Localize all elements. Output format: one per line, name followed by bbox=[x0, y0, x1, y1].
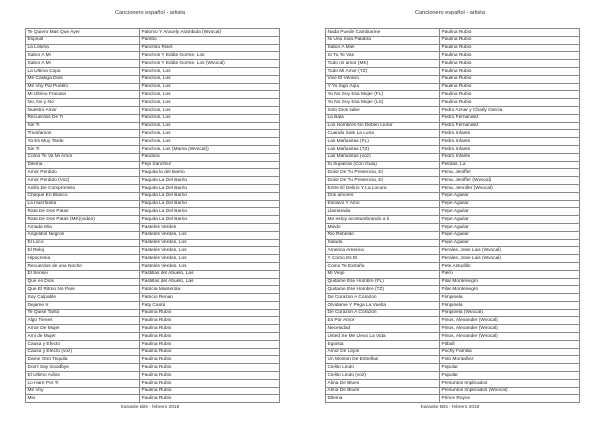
table-row bbox=[26, 153, 280, 161]
song-title-cell: Solo Dios sabe bbox=[326, 106, 440, 114]
table-row bbox=[26, 44, 280, 52]
table-row bbox=[26, 216, 280, 224]
song-title-cell: Si Tu Te Vas bbox=[326, 52, 440, 60]
artist-cell: Paulina Rubio bbox=[440, 99, 580, 107]
song-title-cell: Causa y Efecto bbox=[26, 340, 140, 348]
artist-cell: Patricio Renan bbox=[140, 294, 280, 302]
artist-cell: Pilar Montenegro bbox=[440, 278, 580, 286]
song-title-cell: Cuando Sale La Luna bbox=[326, 130, 440, 138]
song-title-cell: Yo No Soy Esa Mujer (LS) bbox=[326, 99, 440, 107]
artist-cell: Pepe Aguilar bbox=[440, 208, 580, 216]
song-title-cell: Las Mañanitas (voz) bbox=[326, 153, 440, 161]
table-row bbox=[26, 75, 280, 83]
song-title-cell: Dilema bbox=[26, 161, 140, 169]
song-title-cell: La Bala bbox=[326, 114, 440, 122]
page-footer: Karaoke Bits - febrero 2018 bbox=[420, 405, 480, 410]
song-title-cell: La Huerfanita bbox=[26, 200, 140, 208]
artist-cell: Paulina Rubio bbox=[140, 356, 280, 364]
artist-cell: Piero bbox=[440, 270, 580, 278]
song-title-cell: La Ultima Copa bbox=[26, 67, 140, 75]
artist-cell: Pete Astudillo bbox=[440, 262, 580, 270]
song-table bbox=[325, 28, 580, 403]
song-title-cell: Llamarada bbox=[326, 208, 440, 216]
artist-cell: Pedro Infante bbox=[440, 130, 580, 138]
table-row bbox=[26, 83, 280, 91]
artist-cell: Pena, Jeniffer (Wvocal) bbox=[440, 177, 580, 185]
song-title-cell: Me Castiga Dios bbox=[26, 75, 140, 83]
artist-cell: Pepe Aguilar bbox=[440, 200, 580, 208]
table-row bbox=[26, 301, 280, 309]
song-title-cell: Dolor De Tu Presencia, El bbox=[326, 169, 440, 177]
song-title-cell: Me Voy bbox=[26, 387, 140, 395]
artist-cell: Paulina Rubio bbox=[140, 364, 280, 372]
song-title-cell: Me Voy Pal Pueblo bbox=[26, 83, 140, 91]
table-row bbox=[326, 262, 580, 270]
song-title-cell: El Sensei bbox=[26, 270, 140, 278]
song-title-cell: Usted Se Me Llevo La Vida bbox=[326, 333, 440, 341]
artist-cell: Pasteles Verdes, Los bbox=[140, 262, 280, 270]
artist-cell: Presuntos Implicados bbox=[440, 379, 580, 387]
artist-cell: Pelotas, La bbox=[440, 161, 580, 169]
table-row bbox=[326, 44, 580, 52]
table-row bbox=[326, 153, 580, 161]
song-title-cell: Quitame Ese Hombre (FL) bbox=[326, 278, 440, 286]
table-row bbox=[26, 255, 280, 263]
artist-cell: Panchito Riset bbox=[140, 44, 280, 52]
song-title-cell: Amor De Lejos bbox=[326, 348, 440, 356]
table-row bbox=[26, 99, 280, 107]
table-row bbox=[26, 122, 280, 130]
table-row bbox=[26, 286, 280, 294]
table-row bbox=[26, 333, 280, 341]
song-title-cell: Que es Dios bbox=[26, 278, 140, 286]
table-row bbox=[326, 364, 580, 372]
artist-cell: Paulina Rubio bbox=[140, 348, 280, 356]
artist-cell: Pepe Aguilar bbox=[440, 231, 580, 239]
table-row bbox=[26, 239, 280, 247]
artist-cell: Paulina Rubio bbox=[440, 36, 580, 44]
artist-cell: Paulina Rubio bbox=[140, 333, 280, 341]
song-title-cell: Egoista bbox=[326, 340, 440, 348]
artist-cell: Paulina Rubio bbox=[140, 379, 280, 387]
song-table bbox=[25, 28, 280, 403]
page-title: Cancionero español - artista bbox=[415, 10, 485, 16]
table-row bbox=[26, 169, 280, 177]
artist-cell: Pimpinela bbox=[440, 301, 580, 309]
artist-cell: Pena, Jennifer (Wvocal) bbox=[440, 184, 580, 192]
table-row bbox=[326, 208, 580, 216]
song-title-cell: Necesidad bbox=[326, 325, 440, 333]
table-row bbox=[326, 138, 580, 146]
artist-cell: Paquita La Del Barrio bbox=[140, 200, 280, 208]
artist-cell: Paulina Rubio bbox=[140, 372, 280, 380]
song-title-cell: Don't Say Goodbye bbox=[26, 364, 140, 372]
song-title-cell: Rio Rebelde bbox=[326, 231, 440, 239]
artist-cell: Pimpinela bbox=[440, 294, 580, 302]
table-row bbox=[326, 216, 580, 224]
table-row bbox=[26, 161, 280, 169]
table-row bbox=[26, 278, 280, 286]
song-title-cell: Algo Tienes bbox=[26, 317, 140, 325]
song-title-cell: Todo Mi Amor (TZ) bbox=[326, 67, 440, 75]
song-title-cell: Te Quise Tanto bbox=[26, 309, 140, 317]
song-title-cell: Sabor A Miel bbox=[326, 44, 440, 52]
table-row bbox=[26, 356, 280, 364]
table-row bbox=[326, 177, 580, 185]
artist-cell: Pedro Fernandez bbox=[440, 114, 580, 122]
table-row bbox=[26, 138, 280, 146]
artist-cell: Panchos, Los bbox=[140, 122, 280, 130]
song-title-cell: Las Mañanitas (FL) bbox=[326, 138, 440, 146]
table-row bbox=[326, 161, 580, 169]
artist-cell: Panchos Y Eddie Gorme, Los bbox=[140, 52, 280, 60]
song-title-cell: Rata De Dos Patas (MK)(video) bbox=[26, 216, 140, 224]
table-row bbox=[26, 60, 280, 68]
artist-cell: Panchos, Los bbox=[140, 91, 280, 99]
artist-cell: Panchos, Los bbox=[140, 130, 280, 138]
artist-cell: Popular bbox=[440, 372, 580, 380]
table-row bbox=[326, 301, 580, 309]
table-row bbox=[326, 130, 580, 138]
song-title-cell: Como Te Extraño bbox=[326, 262, 440, 270]
song-title-cell: Cielito Lindo bbox=[326, 364, 440, 372]
artist-cell: Pilar Montenegro bbox=[440, 286, 580, 294]
table-row bbox=[26, 309, 280, 317]
table-row bbox=[26, 379, 280, 387]
table-row bbox=[26, 106, 280, 114]
artist-cell: Pedro Infante bbox=[440, 145, 580, 153]
table-row bbox=[326, 278, 580, 286]
song-title-cell: Hipocresia bbox=[26, 255, 140, 263]
artist-cell: Pinos, Alexander (Wvocal) bbox=[440, 333, 580, 341]
artist-cell: Palomo Y Aracely Arambula (Wvocal) bbox=[140, 29, 280, 37]
table-row bbox=[26, 114, 280, 122]
artist-cell: Paulina Rubio bbox=[440, 60, 580, 68]
table-row bbox=[26, 231, 280, 239]
table-row bbox=[26, 91, 280, 99]
song-title-cell: Cheque En Blanco bbox=[26, 192, 140, 200]
table-row bbox=[326, 356, 580, 364]
artist-cell: Paulina Rubio bbox=[440, 52, 580, 60]
artist-cell: Perales, Jose Luis (Wvocal) bbox=[440, 247, 580, 255]
table-row bbox=[326, 372, 580, 380]
artist-cell: Paquita La Del Barrio bbox=[140, 192, 280, 200]
song-title-cell: Amor Perdido bbox=[26, 169, 140, 177]
right-page bbox=[300, 0, 600, 424]
table-row bbox=[326, 36, 580, 44]
table-row bbox=[26, 208, 280, 216]
song-title-cell: Cielito Lindo (voz) bbox=[326, 372, 440, 380]
song-title-cell: La Loteria bbox=[26, 44, 140, 52]
artist-cell: Paquita La Del Barrio bbox=[140, 177, 280, 185]
table-row bbox=[26, 247, 280, 255]
artist-cell: Paulina Rubio bbox=[440, 29, 580, 37]
song-title-cell: Vive El Verano bbox=[326, 75, 440, 83]
table-row bbox=[326, 333, 580, 341]
table-row bbox=[326, 91, 580, 99]
song-title-cell: Que El Ritmo No Pare bbox=[26, 286, 140, 294]
song-title-cell: Sin Ti bbox=[26, 145, 140, 153]
table-row bbox=[326, 317, 580, 325]
song-title-cell: Salado bbox=[326, 239, 440, 247]
table-row bbox=[26, 145, 280, 153]
artist-cell: Pinos, Alexander (Wvocal) bbox=[440, 317, 580, 325]
table-row bbox=[326, 114, 580, 122]
table-row bbox=[326, 60, 580, 68]
song-title-cell: El Reloj bbox=[26, 247, 140, 255]
artist-cell: Pedro Fernandez bbox=[440, 122, 580, 130]
table-row bbox=[326, 67, 580, 75]
table-row bbox=[326, 192, 580, 200]
artist-cell: Pepi Sanchez bbox=[140, 161, 280, 169]
table-row bbox=[326, 200, 580, 208]
page-title: Cancionero español - artista bbox=[115, 10, 185, 16]
song-title-cell: Ni Una Sola Palabra bbox=[326, 36, 440, 44]
song-title-cell: Ami de Mujer bbox=[26, 333, 140, 341]
table-row bbox=[26, 192, 280, 200]
table-row bbox=[326, 52, 580, 60]
song-title-cell: Mi Ultimo Fracaso bbox=[26, 91, 140, 99]
song-title-cell: Triunfamos bbox=[26, 130, 140, 138]
table-row bbox=[326, 145, 580, 153]
table-row bbox=[326, 99, 580, 107]
song-title-cell: Alma De Blues bbox=[326, 387, 440, 395]
table-row bbox=[326, 270, 580, 278]
table-row bbox=[26, 340, 280, 348]
table-row bbox=[26, 317, 280, 325]
page-footer: Karaoke Bits - febrero 2018 bbox=[120, 405, 180, 410]
song-title-cell: Todo mi amor (MK) bbox=[326, 60, 440, 68]
artist-cell: Pasteles Verdes, Los bbox=[140, 239, 280, 247]
song-title-cell: Soy Culpable bbox=[26, 294, 140, 302]
table-row bbox=[326, 294, 580, 302]
artist-cell: Paulina Rubio bbox=[140, 309, 280, 317]
artist-cell: Panchos, Los bbox=[140, 83, 280, 91]
table-row bbox=[326, 387, 580, 395]
song-title-cell: De Corazon A Corazon bbox=[326, 294, 440, 302]
table-row bbox=[326, 169, 580, 177]
artist-cell: Paulina Rubio bbox=[440, 44, 580, 52]
table-row bbox=[26, 52, 280, 60]
song-title-cell: De Corazon A Corazon bbox=[326, 309, 440, 317]
table-row bbox=[26, 29, 280, 37]
song-title-cell: Es Por Amor bbox=[326, 317, 440, 325]
artist-cell: Pambo bbox=[140, 36, 280, 44]
song-title-cell: Y Como Es El bbox=[326, 255, 440, 263]
artist-cell: Pinos, Alexander (Wvocal) bbox=[440, 325, 580, 333]
artist-cell: Paulina Rubio bbox=[440, 91, 580, 99]
song-title-cell: Amor Perdido (Voz) bbox=[26, 177, 140, 185]
artist-cell: Panchos Y Eddie Gorme, Los (Wvocal) bbox=[140, 60, 280, 68]
song-title-cell: Sabor A Mi bbox=[26, 52, 140, 60]
artist-cell: Pasteles Verdes bbox=[140, 223, 280, 231]
table-row bbox=[26, 184, 280, 192]
artist-cell: Paulina Rubio bbox=[140, 387, 280, 395]
table-row bbox=[26, 177, 280, 185]
artist-cell: Pasteles Verdes, Los bbox=[140, 231, 280, 239]
song-title-cell: Amada Mia bbox=[26, 223, 140, 231]
table-row bbox=[26, 270, 280, 278]
song-title-cell: Quitame Ese Hombre (TZ) bbox=[326, 286, 440, 294]
table-row bbox=[326, 29, 580, 37]
artist-cell: Pochy Familia bbox=[440, 348, 580, 356]
table-row bbox=[326, 379, 580, 387]
artist-cell: Pena, Jeniffer bbox=[440, 169, 580, 177]
table-row bbox=[26, 36, 280, 44]
table-row bbox=[26, 130, 280, 138]
song-title-cell: Un Monton De Estrellas bbox=[326, 356, 440, 364]
artist-cell: Presuntos Implicados (Wvocal) bbox=[440, 387, 580, 395]
song-title-cell: Mio bbox=[26, 395, 140, 403]
table-row bbox=[326, 223, 580, 231]
song-title-cell: Causa y Efecto (voz) bbox=[26, 348, 140, 356]
song-title-cell: Alma De Blues bbox=[326, 379, 440, 387]
song-title-cell: Te Quiero Mas Que Ayer bbox=[26, 29, 140, 37]
artist-cell: Paquita La Del Barrio bbox=[140, 184, 280, 192]
table-row bbox=[326, 395, 580, 403]
table-row bbox=[326, 231, 580, 239]
song-title-cell: Olvidame Y Pega La Vuelta bbox=[326, 301, 440, 309]
song-table-body bbox=[26, 29, 280, 403]
table-row bbox=[26, 67, 280, 75]
table-row bbox=[326, 106, 580, 114]
song-title-cell: Anillo De Compromiso bbox=[26, 184, 140, 192]
artist-cell: Pedro Infante bbox=[440, 153, 580, 161]
artist-cell: Panchos, Los bbox=[140, 114, 280, 122]
song-title-cell: Nuestro Amor bbox=[26, 106, 140, 114]
song-title-cell: Entre El Delirio Y La Locura bbox=[326, 184, 440, 192]
artist-cell: Paulina Rubio bbox=[140, 325, 280, 333]
song-title-cell: Ya Es Muy Tarde bbox=[26, 138, 140, 146]
table-row bbox=[326, 122, 580, 130]
artist-cell: Paulina Rubio bbox=[140, 317, 280, 325]
song-title-cell: Esclavo Y Amo bbox=[326, 200, 440, 208]
song-title-cell: America America bbox=[326, 247, 440, 255]
table-row bbox=[326, 75, 580, 83]
song-title-cell: Yo No Soy Esa Mujer (FL) bbox=[326, 91, 440, 99]
song-table-body bbox=[326, 29, 580, 403]
table-row bbox=[326, 239, 580, 247]
artist-cell: Perales, Jose Luis (Wvocal) bbox=[440, 255, 580, 263]
artist-cell: Paquita La Del Barrio bbox=[140, 216, 280, 224]
song-title-cell: Dilema bbox=[326, 395, 440, 403]
table-row bbox=[26, 325, 280, 333]
song-title-cell: Recuerdos De Ti bbox=[26, 114, 140, 122]
table-row bbox=[326, 325, 580, 333]
song-title-cell: Sabor A Mi bbox=[26, 60, 140, 68]
song-title-cell: Lo Hare Por Ti bbox=[26, 379, 140, 387]
table-row bbox=[326, 309, 580, 317]
artist-cell: Pedro Aznar y Charly Garcia bbox=[440, 106, 580, 114]
artist-cell: Pastillas del Abuelo, Las bbox=[140, 278, 280, 286]
song-title-cell: Dame Otro Tequila bbox=[26, 356, 140, 364]
song-title-cell: Me estoy acostumbrando a ti bbox=[326, 216, 440, 224]
artist-cell: Pastillas del Abuelo, Las bbox=[140, 270, 280, 278]
song-title-cell: Sin Ti bbox=[26, 122, 140, 130]
song-title-cell: Dejame Ir bbox=[26, 301, 140, 309]
artist-cell: Pedro Infante bbox=[440, 138, 580, 146]
artist-cell: Popular bbox=[440, 364, 580, 372]
artist-cell: Pandora bbox=[140, 153, 280, 161]
artist-cell: Panchos, Los bbox=[140, 99, 280, 107]
table-row bbox=[326, 83, 580, 91]
song-title-cell: Las Mañanitas (TZ) bbox=[326, 145, 440, 153]
artist-cell: Paty Cantú bbox=[140, 301, 280, 309]
table-row bbox=[26, 364, 280, 372]
table-row bbox=[26, 262, 280, 270]
artist-cell: Paulina Rubio bbox=[440, 83, 580, 91]
song-title-cell: Rata De Dos Patas bbox=[26, 208, 140, 216]
table-row bbox=[26, 372, 280, 380]
song-title-cell: Angelitos Negros bbox=[26, 231, 140, 239]
artist-cell: Pasteles Verdes, Los bbox=[140, 255, 280, 263]
artist-cell: Panchos, Los (Mama (Wvocal)) bbox=[140, 145, 280, 153]
artist-cell: Paquita La Del Barrio bbox=[140, 208, 280, 216]
table-row bbox=[26, 294, 280, 302]
table-row bbox=[26, 223, 280, 231]
table-row bbox=[26, 395, 280, 403]
song-title-cell: Dos amores bbox=[326, 192, 440, 200]
table-row bbox=[26, 200, 280, 208]
song-title-cell: No, No y No bbox=[26, 99, 140, 107]
artist-cell: Pitbull bbox=[440, 340, 580, 348]
artist-cell: Panchos, Los bbox=[140, 67, 280, 75]
artist-cell: Paulina Rubio bbox=[140, 395, 280, 403]
song-title-cell: Los Hombres No Deben Llorar bbox=[326, 122, 440, 130]
artist-cell: Pepe Aguilar bbox=[440, 216, 580, 224]
song-title-cell: Amor De Mujer bbox=[26, 325, 140, 333]
artist-cell: Panchos, Los bbox=[140, 106, 280, 114]
artist-cell: Pepe Aguilar bbox=[440, 239, 580, 247]
table-row bbox=[326, 348, 580, 356]
table-row bbox=[326, 286, 580, 294]
song-title-cell: Mi Viejo bbox=[326, 270, 440, 278]
artist-cell: Paquita la del Barrio bbox=[140, 169, 280, 177]
artist-cell: Patricia Manterola bbox=[140, 286, 280, 294]
artist-cell: Pasteles Verdes, Los bbox=[140, 247, 280, 255]
song-title-cell: Miedo bbox=[326, 223, 440, 231]
table-row bbox=[26, 348, 280, 356]
song-title-cell: Nada Puede Cambiarme bbox=[326, 29, 440, 37]
artist-cell: Panchos, Los bbox=[140, 75, 280, 83]
song-title-cell: Dolor De Tu Presencia, El bbox=[326, 177, 440, 185]
song-title-cell: Y Yo Sigo Aqui bbox=[326, 83, 440, 91]
table-row bbox=[26, 387, 280, 395]
artist-cell: Paulina Rubio bbox=[440, 67, 580, 75]
table-row bbox=[326, 255, 580, 263]
artist-cell: Pepe Aguilar bbox=[440, 192, 580, 200]
artist-cell: Paulina Rubio bbox=[440, 75, 580, 83]
artist-cell: Polo Montañez bbox=[440, 356, 580, 364]
song-title-cell: Si Supieras (Con Guia) bbox=[326, 161, 440, 169]
table-row bbox=[326, 184, 580, 192]
song-title-cell: Como Te Va Mi Amor bbox=[26, 153, 140, 161]
song-title-cell: Espinal bbox=[26, 36, 140, 44]
song-title-cell: El Loco bbox=[26, 239, 140, 247]
artist-cell: Pimpinela (Wvocal) bbox=[440, 309, 580, 317]
table-row bbox=[326, 340, 580, 348]
artist-cell: Paulina Rubio bbox=[140, 340, 280, 348]
song-title-cell: Recuerdos de una Noche bbox=[26, 262, 140, 270]
artist-cell: Pepe Aguilar bbox=[440, 223, 580, 231]
artist-cell: Panchos, Los bbox=[140, 138, 280, 146]
artist-cell: Prince Royce bbox=[440, 395, 580, 403]
table-row bbox=[326, 247, 580, 255]
song-title-cell: El Ultimo Adios bbox=[26, 372, 140, 380]
